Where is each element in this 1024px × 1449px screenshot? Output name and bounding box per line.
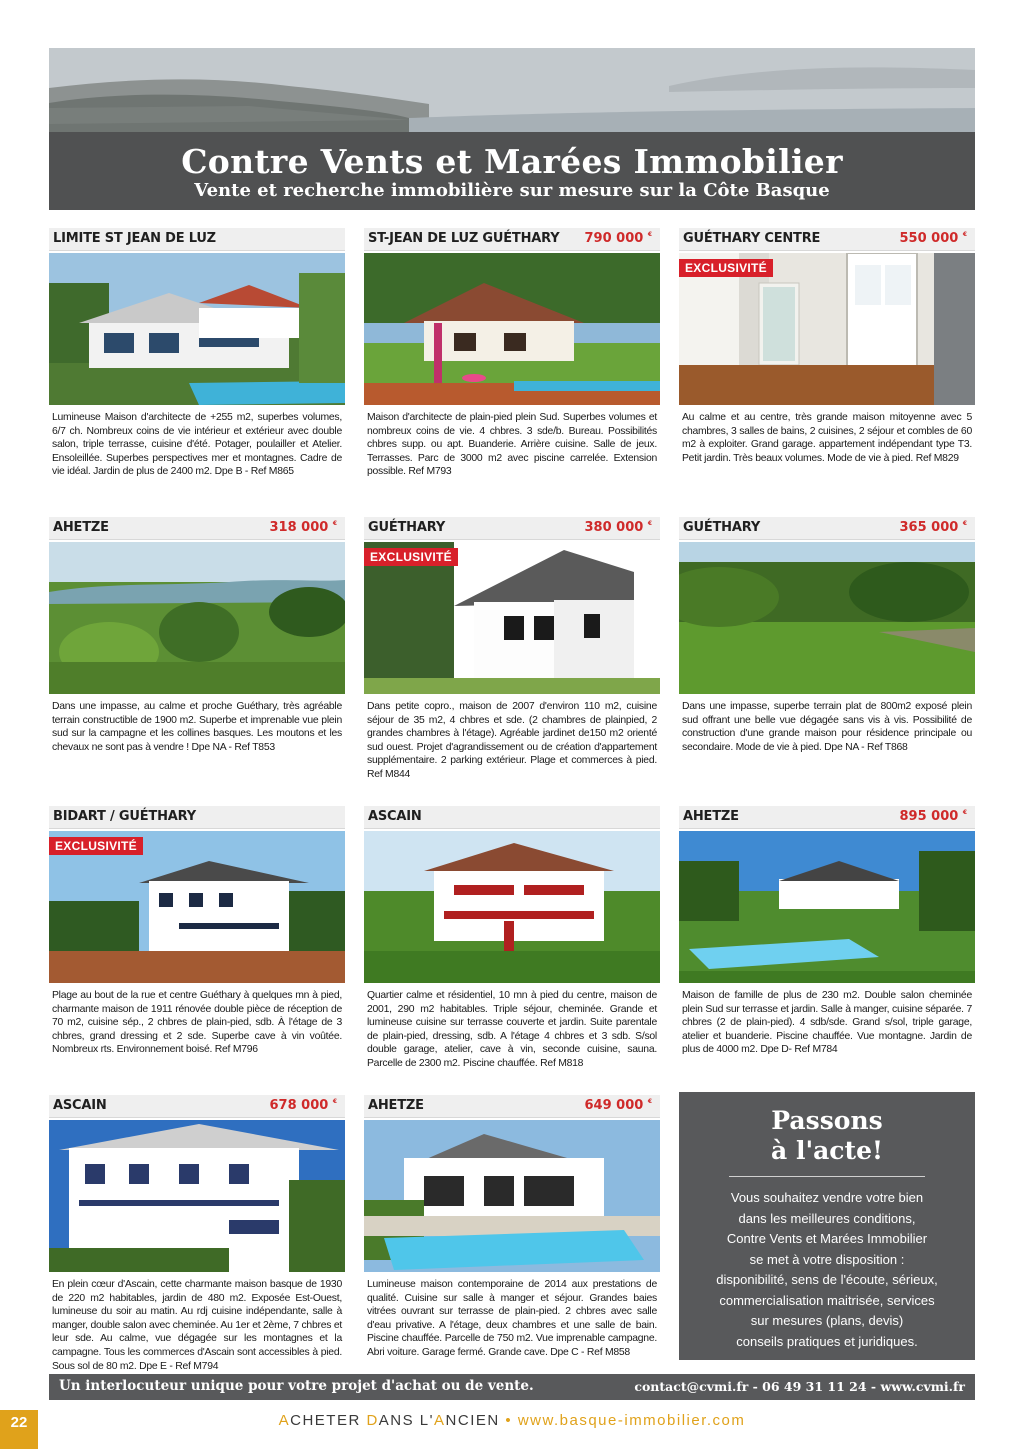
listing-description: Maison d'architecte de plain-pied plein Sud. Superbes volumes et nombreux coins de vie. 4 chbres. 3 sde/b. Bureau. Possibilités chbres supp. ou apt. Buanderie. Arrière cuisine. Salle de jeux. Terrasses. Parc de 3000 m2 avec piscine carrelée. Extension possible. Ref M793 xyxy=(367,412,657,478)
currency-symbol: € xyxy=(332,520,337,527)
listing-photo-image xyxy=(364,253,660,405)
currency-symbol: € xyxy=(647,231,652,238)
listing-card[interactable] xyxy=(364,517,660,782)
contact-info[interactable]: contact@cvmi.fr - 06 49 31 11 24 - www.cvmi.fr xyxy=(634,1379,965,1394)
listing-town: AHETZE xyxy=(53,520,109,535)
footer-initial: A xyxy=(278,1412,291,1429)
promo-line: sur mesures (plans, devis) xyxy=(750,1313,904,1328)
page-number: 22 xyxy=(0,1410,38,1449)
listing-town: GUÉTHARY xyxy=(683,520,761,535)
listing-description: Maison de famille de plus de 230 m2. Double salon cheminée plein Sud sur terrasse et jardin. Salle à manger, cuisine séparée. 7 chbres (2 de plain-pied). 4 sdb/sde. Grand s/sol, triple garage, atelier et buanderie. Piscine chauffée. Vue montagne. Jardin de plus de 4000 m2. Dpe D- Ref M784 xyxy=(682,990,972,1056)
promo-line: commercialisation maitrisée, services xyxy=(719,1292,935,1308)
listing-header xyxy=(679,517,975,540)
listing-description: Au calme et au centre, très grande maison mitoyenne avec 5 chambres, 3 salles de bains, 2 cuisines, 2 séjour et combles de 60 m2 à exploiter. Grand garage. appartement indépendant type T3. Petit jardin. Très beaux volumes. Mode de vie à pied. Ref M829 xyxy=(682,412,972,464)
promo-text xyxy=(693,1188,961,1352)
listing-photo[interactable] xyxy=(364,253,660,405)
listing-card[interactable] xyxy=(679,517,975,754)
listing-header xyxy=(364,517,660,540)
currency-symbol: € xyxy=(647,1098,652,1105)
listing-card[interactable] xyxy=(679,806,975,1057)
promo-title-line1: Passons xyxy=(771,1106,883,1135)
listing-price: 318 000 € xyxy=(269,520,337,535)
currency-symbol: € xyxy=(962,231,967,238)
listing-town: AHETZE xyxy=(368,1098,424,1113)
listing-photo-image xyxy=(49,1120,345,1272)
listing-town: ASCAIN xyxy=(53,1098,107,1113)
listing-description: Lumineuse Maison d'architecte de +255 m2, superbes volumes, 6/7 ch. Nombreux coins de vie intérieur et extérieur avec double salon, triple terrasse, cuisine d'été. Potager, poulailler et Atelier. Ensoleillée. Superbes perspectives mer et montagnes. Cadre de vie idéal. Jardin de plus de 2400 m2. Dpe B - Ref M865 xyxy=(52,412,342,478)
listing-card[interactable] xyxy=(364,228,660,479)
promo-title xyxy=(679,1106,975,1166)
listing-photo[interactable] xyxy=(679,253,975,405)
currency-symbol: € xyxy=(962,809,967,816)
promo-line: dans les meilleures conditions, xyxy=(738,1210,916,1226)
listing-card[interactable] xyxy=(49,806,345,1057)
listing-photo-image xyxy=(679,542,975,694)
listing-header xyxy=(679,228,975,251)
listing-price: 678 000 € xyxy=(269,1098,337,1113)
listing-town: ST-JEAN DE LUZ GUÉTHARY xyxy=(368,231,560,246)
listing-card[interactable] xyxy=(49,1095,345,1373)
listing-photo-image xyxy=(364,1120,660,1272)
footer-initial: D xyxy=(366,1412,379,1429)
footer-separator: • xyxy=(505,1412,513,1429)
promo-divider xyxy=(729,1176,925,1177)
contact-strip xyxy=(49,1374,975,1400)
listing-description: Dans une impasse, superbe terrain plat de 800m2 exposé plein sud offrant une belle vue dégagée sans vis à vis. Possibilité de construction d'une grande maison pour résidence principale ou secondaire. Mode de vie à pied. Dpe NA - Ref T868 xyxy=(682,701,972,753)
exclusivity-badge: EXCLUSIVITÉ xyxy=(49,837,143,855)
listing-description: Dans une impasse, au calme et proche Guéthary, très agréable terrain constructible de 1900 m2. Superbe et imprenable vue plein sud sur la campagne et les collines basques. Les moutons et les chevaux ne sont pas à vendre ! Dpe NA - Ref T853 xyxy=(52,701,342,753)
page-subtitle: Vente et recherche immobilière sur mesure sur la Côte Basque xyxy=(194,180,830,201)
listing-header xyxy=(49,1095,345,1118)
promo-line: conseils pratiques et juridiques. xyxy=(736,1333,918,1349)
tagline: Un interlocuteur unique pour votre projet d'achat ou de vente. xyxy=(59,1378,534,1394)
promo-line: Vous souhaitez vendre votre bien xyxy=(730,1190,924,1205)
listing-photo[interactable] xyxy=(679,831,975,983)
listing-card[interactable] xyxy=(679,228,975,465)
exclusivity-badge: EXCLUSIVITÉ xyxy=(679,259,773,277)
listing-header xyxy=(364,1095,660,1118)
listing-photo-image xyxy=(49,253,345,405)
listing-photo[interactable] xyxy=(679,542,975,694)
listing-photo[interactable] xyxy=(364,831,660,983)
listing-header xyxy=(364,228,660,251)
listing-card[interactable] xyxy=(364,1095,660,1360)
listing-card[interactable] xyxy=(49,228,345,479)
promo-line: disponibilité, sens de l'écoute, sérieux, xyxy=(716,1272,938,1287)
footer-line xyxy=(0,1412,1024,1429)
currency-symbol: € xyxy=(647,520,652,527)
listing-photo[interactable] xyxy=(49,253,345,405)
currency-symbol: € xyxy=(332,1098,337,1105)
listing-price: 895 000 € xyxy=(899,809,967,824)
listing-card[interactable] xyxy=(49,517,345,754)
listing-photo[interactable] xyxy=(364,1120,660,1272)
promo-box xyxy=(679,1092,975,1360)
listing-description: Quartier calme et résidentiel, 10 mn à pied du centre, maison de 2001, 290 m2 habitables. Triple séjour, cheminée. Grande et lumineuse cuisine sur terrasse couverte et jardin. Suite parentale de plain-pied, dressing, sdb. A l'étage 4 chbres et 3 sdb. S/sol double garage, atelier, cave à vin, seconde cuisine, sauna. Parcelle de 2300 m2. Piscine chauffée. Ref M818 xyxy=(367,990,657,1069)
listing-description: En plein cœur d'Ascain, cette charmante maison basque de 1930 de 220 m2 habitables, jardin de 480 m2. Exposée Est-Ouest, lumineuse du soir au matin. Au rdj cuisine indépendante, salle à manger, double salon avec cheminée. Au 1er et 2ème, 7 chbres et leur sde. Au calme, vue dégagée sur les montagnes et la campagne. Tous les commerces d'Ascain sont accessibles à pied. Sous sol de 80 m2. Dpe E - Ref M794 xyxy=(52,1279,342,1372)
listing-description: Lumineuse maison contemporaine de 2014 aux prestations de qualité. Cuisine sur salle à manger et séjour. Grandes baies vitrées ouvrant sur terrasse de plain-pied. 2 chbres avec salle d'eau privative. A l'étage, deux chambres et une salle de bain. Piscine chauffée. Parcelle de 750 m2. Vue imprenable campagne. Abri voiture. Garage fermé. Grande cave. Dpe C - Ref M858 xyxy=(367,1279,657,1358)
listing-town: GUÉTHARY CENTRE xyxy=(683,231,821,246)
listing-price: 649 000 € xyxy=(584,1098,652,1113)
listing-town: LIMITE ST JEAN DE LUZ xyxy=(53,231,216,246)
listing-town: AHETZE xyxy=(683,809,739,824)
listing-header xyxy=(679,806,975,829)
footer-word: NCIEN xyxy=(445,1412,500,1429)
listing-photo[interactable] xyxy=(49,1120,345,1272)
listing-photo[interactable] xyxy=(49,542,345,694)
footer-word: CHETER xyxy=(290,1412,367,1429)
listing-photo[interactable] xyxy=(49,831,345,983)
listing-header xyxy=(49,806,345,829)
promo-title-line2: à l'acte! xyxy=(771,1136,883,1165)
footer-initial: A xyxy=(434,1412,446,1429)
listing-header xyxy=(49,517,345,540)
listing-price: 380 000 € xyxy=(584,520,652,535)
listing-photo[interactable] xyxy=(364,542,660,694)
listing-header xyxy=(49,228,345,251)
listing-header xyxy=(364,806,660,829)
listing-price: 365 000 € xyxy=(899,520,967,535)
listing-description: Dans petite copro., maison de 2007 d'environ 110 m2, cuisine séjour de 35 m2, 4 chbres et sde. (2 chambres de plainpied, 2 grandes chambres à l'étage). Agréable jardinet de150 m2 orienté sud ouest. Projet d'agrandissement ou de création d'appartement supplémentaire. 2 parking extérieur. Plage et commerces à pied. Ref M844 xyxy=(367,701,657,780)
promo-line: se met à votre disposition : xyxy=(749,1251,905,1267)
listing-card[interactable] xyxy=(364,806,660,1071)
coastline-photo xyxy=(49,48,975,132)
header-banner xyxy=(49,48,975,210)
listing-town: BIDART / GUÉTHARY xyxy=(53,809,196,824)
listing-town: ASCAIN xyxy=(368,809,422,824)
promo-line: Contre Vents et Marées Immobilier xyxy=(726,1231,928,1246)
listing-photo-image xyxy=(364,831,660,983)
footer-website-link[interactable]: www.basque-immobilier.com xyxy=(517,1412,746,1429)
listing-photo-image xyxy=(679,831,975,983)
listing-price: 790 000 € xyxy=(584,231,652,246)
listing-price: 550 000 € xyxy=(899,231,967,246)
listing-town: GUÉTHARY xyxy=(368,520,446,535)
page-title: Contre Vents et Marées Immobilier xyxy=(181,142,843,181)
exclusivity-badge: EXCLUSIVITÉ xyxy=(364,548,458,566)
footer-word: ANS L' xyxy=(378,1412,435,1429)
currency-symbol: € xyxy=(962,520,967,527)
listing-photo-image xyxy=(49,542,345,694)
listing-description: Plage au bout de la rue et centre Guéthary à quelques mn à pied, charmante maison de 1911 rénovée double pièce de réception de 70 m2, cuisine sép., 2 chbres de plain-pied, sdb. À l'étage de 3 chbres, grand dressing et 2 sde. Superbe cave à vin voûtée. Nombreux rts. Environnement boisé. Ref M796 xyxy=(52,990,342,1056)
